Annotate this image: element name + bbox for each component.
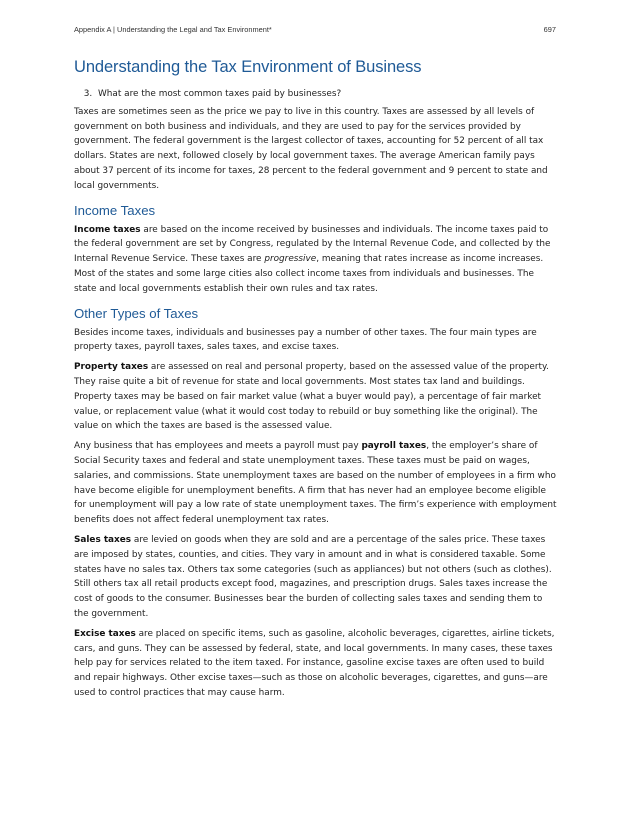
excise-taxes-paragraph: Excise taxes are placed on specific items, such as gasoline, alcoholic beverages, cigarettes, airline tickets, cars, and guns. They can be assessed by federal, state, and local governments. In many cases, these taxes help pay for services related to the item taxed. For instance, gasoline excise taxes are often used to build and repair highways. Other excise taxes—such as those on alcoholic beverages, cigarettes, and guns—are used to control practices that may cause harm.	[74, 628, 555, 698]
payroll-taxes-term: payroll taxes	[361, 441, 427, 452]
learning-question: 3. What are the most common taxes paid by businesses?	[95, 87, 558, 102]
chapter-title: Appendix A | Understanding the Legal and Tax Environment*	[74, 25, 272, 34]
page-number: 697	[543, 25, 556, 34]
section-title: Understanding the Tax Environment of Business	[74, 58, 422, 76]
excise-taxes-term: Excise taxes	[74, 628, 136, 639]
sales-taxes-term: Sales taxes	[74, 534, 132, 545]
payroll-taxes-paragraph: Any business that has employees and meets a payroll must pay payroll taxes, the employer’s share of Social Security taxes and federal and state unemployment taxes. These taxes must be paid on wages, salaries, and commissions. State unemployment taxes are based on the number of employees in a firm who have become eligible for unemployment benefits. A firm that has never had an employee become eligible for unemployment will pay a low rate of state unemployment taxes. The firm’s experience with employment benefits does not affect federal unemployment tax rates.	[74, 441, 557, 526]
income-taxes-paragraph: Income taxes are based on the income received by businesses and individuals. The income taxes paid to the federal government are set by Congress, regulated by the Internal Revenue Code, and collected by the Internal Revenue Service. These taxes are progressive, meaning that rates increase as income increases. Most of the states and some large cities also collect income taxes from individuals and businesses. The state and local governments establish their own rules and tax rates.	[74, 224, 551, 294]
page-content	[74, 58, 558, 706]
sales-taxes-paragraph: Sales taxes are levied on goods when they are sold and are a percentage of the sales price. These taxes are imposed by states, counties, and cities. They vary in amount and in what is considered taxable. Some states have no sales tax. Others tax some categories (such as appliances) but not others (such as clothes). Still others tax all retail products except food, magazines, and prescription drugs. Sales taxes increase the cost of goods to the consumer. Businesses bear the burden of collecting sales taxes and sending them to the government.	[74, 534, 552, 619]
running-header	[74, 25, 556, 34]
income-taxes-term: Income taxes	[74, 224, 141, 235]
learning-question-list	[74, 87, 558, 102]
other-taxes-heading: Other Types of Taxes	[74, 305, 199, 321]
property-taxes-paragraph: Property taxes are assessed on real and personal property, based on the assessed value of the property. They raise quite a bit of revenue for state and local governments. Most states tax land and buildings. Property taxes may be based on fair market value (what a buyer would pay), a percentage of fair market value, or replacement value (what it would cost today to rebuild or buy something like the original). The value on which the taxes are based is the assessed value.	[74, 362, 549, 432]
intro-paragraph: Taxes are sometimes seen as the price we pay to live in this country. Taxes are assessed by all levels of government on both business and individuals, and they are used to pay for the services provided by government. The federal government is the largest collector of taxes, accounting for 52 percent of all tax dollars. States are next, followed closely by local government taxes. The average American family pays about 37 percent of its income for taxes, 28 percent to the federal government and 9 percent to state and local governments.	[74, 106, 548, 191]
income-taxes-heading: Income Taxes	[74, 202, 156, 218]
progressive-emphasis: progressive	[264, 254, 317, 265]
other-taxes-intro: Besides income taxes, individuals and businesses pay a number of other taxes. The four main types are property taxes, payroll taxes, sales taxes, and excise taxes.	[74, 327, 537, 353]
property-taxes-term: Property taxes	[74, 362, 149, 373]
